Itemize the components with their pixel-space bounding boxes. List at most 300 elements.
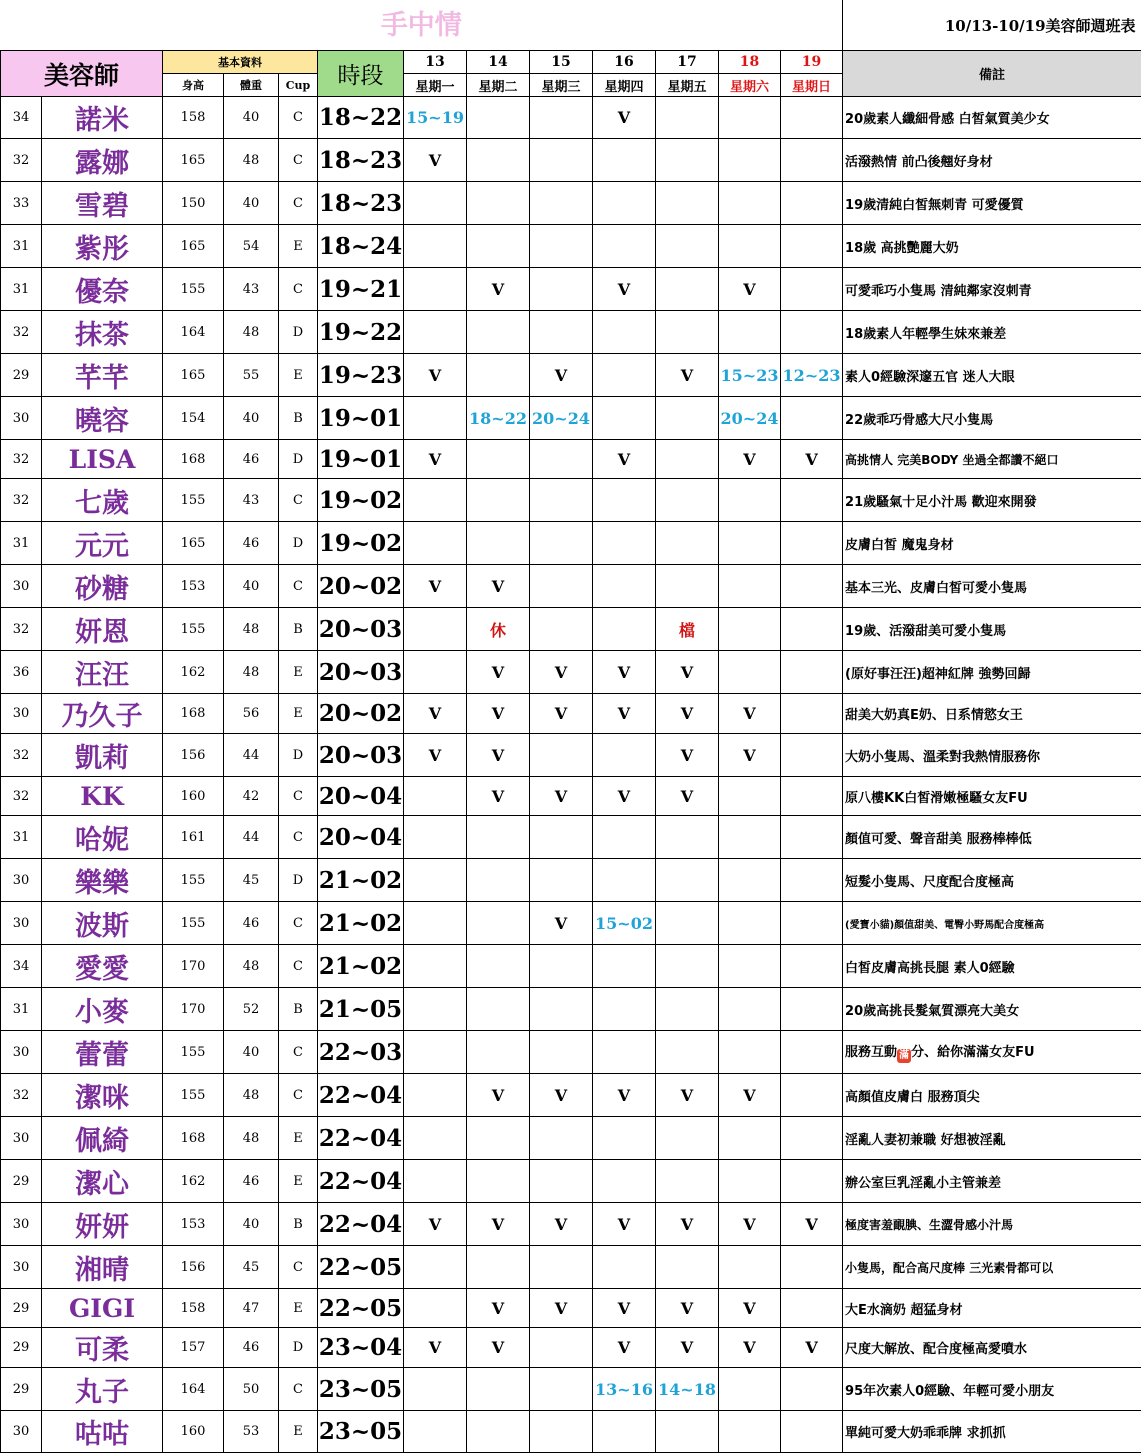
age-cell: 30 bbox=[1, 1246, 42, 1289]
table-row bbox=[1, 565, 1141, 608]
day-cell: V bbox=[719, 440, 781, 479]
height-cell: 170 bbox=[163, 945, 224, 988]
day-cell: V bbox=[404, 1328, 467, 1368]
height-cell: 155 bbox=[163, 608, 224, 651]
day-cell bbox=[404, 182, 467, 225]
weight-cell: 48 bbox=[224, 1117, 279, 1160]
day-cell bbox=[781, 651, 843, 694]
header-date: 17 bbox=[656, 51, 719, 74]
header-height: 身高 bbox=[163, 74, 224, 97]
day-cell bbox=[530, 1160, 593, 1203]
day-cell bbox=[530, 1117, 593, 1160]
height-cell: 155 bbox=[163, 1031, 224, 1074]
cup-cell: C bbox=[279, 816, 318, 859]
beautician-name: 曉容 bbox=[42, 397, 163, 440]
day-cell bbox=[656, 311, 719, 354]
day-cell bbox=[719, 651, 781, 694]
time-slot-cell: 22~04 bbox=[318, 1203, 404, 1246]
day-cell: V bbox=[467, 1074, 530, 1117]
time-slot-cell: 19~21 bbox=[318, 268, 404, 311]
height-cell: 157 bbox=[163, 1328, 224, 1368]
day-cell bbox=[467, 1368, 530, 1411]
height-cell: 161 bbox=[163, 816, 224, 859]
day-cell bbox=[404, 1117, 467, 1160]
header-day: 星期一 bbox=[404, 74, 467, 97]
age-cell: 30 bbox=[1, 565, 42, 608]
table-row bbox=[1, 816, 1141, 859]
beautician-name: KK bbox=[42, 777, 163, 816]
day-cell: V bbox=[467, 268, 530, 311]
day-cell: V bbox=[593, 1289, 656, 1328]
age-cell: 30 bbox=[1, 1411, 42, 1453]
day-cell bbox=[719, 945, 781, 988]
cup-cell: D bbox=[279, 734, 318, 777]
day-cell bbox=[404, 225, 467, 268]
day-cell: V bbox=[656, 354, 719, 397]
day-cell bbox=[781, 608, 843, 651]
age-cell: 33 bbox=[1, 182, 42, 225]
cup-cell: C bbox=[279, 182, 318, 225]
header-date: 18 bbox=[719, 51, 781, 74]
day-cell: V bbox=[593, 1328, 656, 1368]
cup-cell: C bbox=[279, 1031, 318, 1074]
table-row bbox=[1, 1160, 1141, 1203]
day-cell bbox=[656, 1411, 719, 1453]
cup-cell: E bbox=[279, 1160, 318, 1203]
day-cell bbox=[719, 777, 781, 816]
day-cell: V bbox=[530, 902, 593, 945]
note-cell: 甜美大奶真E奶、日系情慾女王 bbox=[843, 694, 1141, 734]
age-cell: 30 bbox=[1, 1203, 42, 1246]
table-row bbox=[1, 734, 1141, 777]
day-cell bbox=[781, 268, 843, 311]
day-cell bbox=[404, 397, 467, 440]
time-slot-cell: 23~05 bbox=[318, 1368, 404, 1411]
note-cell: 短髮小隻馬、尺度配合度極高 bbox=[843, 859, 1141, 902]
weight-cell: 45 bbox=[224, 1246, 279, 1289]
day-cell bbox=[530, 268, 593, 311]
day-cell bbox=[593, 565, 656, 608]
note-cell: 可愛乖巧小隻馬 清純鄰家沒刺青 bbox=[843, 268, 1141, 311]
height-cell: 156 bbox=[163, 1246, 224, 1289]
beautician-name: 小麥 bbox=[42, 988, 163, 1031]
beautician-name: 妍恩 bbox=[42, 608, 163, 651]
table-row bbox=[1, 97, 1141, 139]
day-cell: V bbox=[467, 1328, 530, 1368]
day-cell bbox=[719, 1031, 781, 1074]
cup-cell: E bbox=[279, 1117, 318, 1160]
height-cell: 165 bbox=[163, 139, 224, 182]
day-cell: V bbox=[781, 1328, 843, 1368]
time-slot-cell: 18~24 bbox=[318, 225, 404, 268]
height-cell: 153 bbox=[163, 565, 224, 608]
day-cell: V bbox=[719, 1328, 781, 1368]
day-cell: V bbox=[656, 1203, 719, 1246]
weight-cell: 52 bbox=[224, 988, 279, 1031]
header-date: 19 bbox=[781, 51, 843, 74]
day-cell bbox=[781, 1117, 843, 1160]
day-cell bbox=[593, 1246, 656, 1289]
height-cell: 156 bbox=[163, 734, 224, 777]
time-slot-cell: 22~03 bbox=[318, 1031, 404, 1074]
day-cell: V bbox=[467, 1289, 530, 1328]
day-cell: V bbox=[719, 268, 781, 311]
header-date: 16 bbox=[593, 51, 656, 74]
time-slot-cell: 20~03 bbox=[318, 734, 404, 777]
header-time-slot: 時段 bbox=[318, 51, 404, 97]
table-row bbox=[1, 902, 1141, 945]
table-row bbox=[1, 354, 1141, 397]
note-cell: 20歲素人纖細骨感 白皙氣質美少女 bbox=[843, 97, 1141, 139]
weight-cell: 46 bbox=[224, 1328, 279, 1368]
day-cell bbox=[656, 139, 719, 182]
day-cell: V bbox=[719, 734, 781, 777]
day-cell: 14~18 bbox=[656, 1368, 719, 1411]
day-cell bbox=[781, 311, 843, 354]
day-cell bbox=[467, 97, 530, 139]
day-cell bbox=[656, 859, 719, 902]
beautician-name: 湘晴 bbox=[42, 1246, 163, 1289]
height-cell: 170 bbox=[163, 988, 224, 1031]
cup-cell: C bbox=[279, 97, 318, 139]
weight-cell: 46 bbox=[224, 1160, 279, 1203]
time-slot-cell: 23~04 bbox=[318, 1328, 404, 1368]
age-cell: 32 bbox=[1, 1074, 42, 1117]
day-cell: V bbox=[530, 354, 593, 397]
cup-cell: B bbox=[279, 608, 318, 651]
day-cell bbox=[530, 440, 593, 479]
beautician-name: 乃久子 bbox=[42, 694, 163, 734]
height-cell: 162 bbox=[163, 651, 224, 694]
day-cell: 15~02 bbox=[593, 902, 656, 945]
day-cell bbox=[467, 522, 530, 565]
time-slot-cell: 19~02 bbox=[318, 479, 404, 522]
day-cell bbox=[593, 225, 656, 268]
table-row bbox=[1, 139, 1141, 182]
day-cell: V bbox=[656, 651, 719, 694]
table-row bbox=[1, 694, 1141, 734]
cup-cell: E bbox=[279, 354, 318, 397]
age-cell: 30 bbox=[1, 1031, 42, 1074]
height-cell: 155 bbox=[163, 479, 224, 522]
age-cell: 32 bbox=[1, 479, 42, 522]
day-cell: V bbox=[656, 1289, 719, 1328]
sheet-title: 手中情 bbox=[1, 0, 843, 51]
day-cell bbox=[530, 139, 593, 182]
note-cell: 22歲乖巧骨感大尺小隻馬 bbox=[843, 397, 1141, 440]
day-cell bbox=[593, 859, 656, 902]
day-cell bbox=[656, 268, 719, 311]
week-title: 10/13-10/19美容師週班表 bbox=[843, 0, 1141, 51]
day-cell bbox=[656, 225, 719, 268]
header-weight: 體重 bbox=[224, 74, 279, 97]
note-cell: 95年次素人0經驗、年輕可愛小朋友 bbox=[843, 1368, 1141, 1411]
day-cell bbox=[467, 440, 530, 479]
beautician-name: 波斯 bbox=[42, 902, 163, 945]
weight-cell: 46 bbox=[224, 522, 279, 565]
cup-cell: E bbox=[279, 225, 318, 268]
day-cell bbox=[781, 522, 843, 565]
time-slot-cell: 20~02 bbox=[318, 694, 404, 734]
day-cell bbox=[530, 945, 593, 988]
time-slot-cell: 21~05 bbox=[318, 988, 404, 1031]
day-cell bbox=[404, 1289, 467, 1328]
table-row bbox=[1, 1289, 1141, 1328]
time-slot-cell: 21~02 bbox=[318, 945, 404, 988]
day-cell bbox=[530, 225, 593, 268]
beautician-name: 樂樂 bbox=[42, 859, 163, 902]
day-cell: V bbox=[404, 354, 467, 397]
time-slot-cell: 18~22 bbox=[318, 97, 404, 139]
day-cell bbox=[719, 479, 781, 522]
day-cell bbox=[781, 777, 843, 816]
day-cell bbox=[467, 354, 530, 397]
header-day: 星期四 bbox=[593, 74, 656, 97]
note-cell: 單純可愛大奶乖乖牌 求抓抓 bbox=[843, 1411, 1141, 1453]
day-cell bbox=[781, 139, 843, 182]
cup-cell: C bbox=[279, 479, 318, 522]
age-cell: 31 bbox=[1, 816, 42, 859]
time-slot-cell: 19~23 bbox=[318, 354, 404, 397]
age-cell: 32 bbox=[1, 777, 42, 816]
table-row bbox=[1, 522, 1141, 565]
day-cell bbox=[530, 1328, 593, 1368]
day-cell: V bbox=[467, 694, 530, 734]
age-cell: 30 bbox=[1, 397, 42, 440]
day-cell bbox=[719, 225, 781, 268]
note-cell: (原好事汪汪)超神紅牌 強勢回歸 bbox=[843, 651, 1141, 694]
time-slot-cell: 18~23 bbox=[318, 182, 404, 225]
day-cell: V bbox=[593, 651, 656, 694]
day-cell bbox=[593, 945, 656, 988]
day-cell bbox=[404, 902, 467, 945]
note-text: 分、給你滿滿女友FU bbox=[911, 1045, 1034, 1060]
cup-cell: D bbox=[279, 522, 318, 565]
day-cell: 18~22 bbox=[467, 397, 530, 440]
note-cell: 素人0經驗深邃五官 迷人大眼 bbox=[843, 354, 1141, 397]
table-row bbox=[1, 479, 1141, 522]
day-cell: V bbox=[781, 440, 843, 479]
day-cell bbox=[719, 1368, 781, 1411]
height-cell: 155 bbox=[163, 268, 224, 311]
day-cell bbox=[781, 1411, 843, 1453]
day-cell bbox=[593, 816, 656, 859]
day-cell bbox=[719, 182, 781, 225]
day-cell bbox=[467, 1160, 530, 1203]
day-cell bbox=[404, 1368, 467, 1411]
beautician-name: 哈妮 bbox=[42, 816, 163, 859]
height-cell: 150 bbox=[163, 182, 224, 225]
day-cell bbox=[781, 1246, 843, 1289]
day-cell: V bbox=[530, 1203, 593, 1246]
cup-cell: C bbox=[279, 777, 318, 816]
weight-cell: 47 bbox=[224, 1289, 279, 1328]
day-cell bbox=[467, 225, 530, 268]
header-day: 星期三 bbox=[530, 74, 593, 97]
note-cell: 21歲騷氣十足小汁馬 歡迎來開發 bbox=[843, 479, 1141, 522]
note-cell: 尺度大解放、配合度極高愛噴水 bbox=[843, 1328, 1141, 1368]
day-cell bbox=[593, 139, 656, 182]
note-cell: 顏值可愛、聲音甜美 服務棒棒低 bbox=[843, 816, 1141, 859]
time-slot-cell: 22~04 bbox=[318, 1160, 404, 1203]
height-cell: 164 bbox=[163, 311, 224, 354]
table-row bbox=[1, 1031, 1141, 1074]
day-cell bbox=[530, 1411, 593, 1453]
table-row bbox=[1, 1328, 1141, 1368]
day-cell: V bbox=[467, 1203, 530, 1246]
day-cell: 13~16 bbox=[593, 1368, 656, 1411]
age-cell: 29 bbox=[1, 1160, 42, 1203]
weight-cell: 48 bbox=[224, 1074, 279, 1117]
cup-cell: C bbox=[279, 268, 318, 311]
weight-cell: 42 bbox=[224, 777, 279, 816]
height-cell: 158 bbox=[163, 1289, 224, 1328]
day-cell bbox=[404, 1160, 467, 1203]
day-cell bbox=[530, 608, 593, 651]
height-cell: 155 bbox=[163, 859, 224, 902]
day-cell bbox=[656, 1117, 719, 1160]
age-cell: 34 bbox=[1, 97, 42, 139]
day-cell: 12~23 bbox=[781, 354, 843, 397]
height-cell: 164 bbox=[163, 1368, 224, 1411]
weight-cell: 40 bbox=[224, 1031, 279, 1074]
day-cell bbox=[719, 565, 781, 608]
day-cell bbox=[530, 479, 593, 522]
day-cell bbox=[781, 1289, 843, 1328]
day-cell bbox=[719, 1160, 781, 1203]
time-slot-cell: 23~05 bbox=[318, 1411, 404, 1453]
height-cell: 160 bbox=[163, 1411, 224, 1453]
table-row bbox=[1, 182, 1141, 225]
time-slot-cell: 20~04 bbox=[318, 777, 404, 816]
day-cell bbox=[719, 1246, 781, 1289]
beautician-name: 佩綺 bbox=[42, 1117, 163, 1160]
day-cell: V bbox=[593, 97, 656, 139]
day-cell bbox=[656, 988, 719, 1031]
cup-cell: E bbox=[279, 694, 318, 734]
note-text: 服務互動 bbox=[845, 1045, 897, 1060]
note-cell: 20歲高挑長髮氣質漂亮大美女 bbox=[843, 988, 1141, 1031]
day-cell bbox=[530, 565, 593, 608]
header-day: 星期六 bbox=[719, 74, 781, 97]
day-cell: V bbox=[781, 1203, 843, 1246]
beautician-name: 砂糖 bbox=[42, 565, 163, 608]
day-cell bbox=[656, 522, 719, 565]
day-cell: 15~19 bbox=[404, 97, 467, 139]
day-cell bbox=[467, 988, 530, 1031]
day-cell bbox=[467, 816, 530, 859]
age-cell: 31 bbox=[1, 522, 42, 565]
weight-cell: 54 bbox=[224, 225, 279, 268]
age-cell: 31 bbox=[1, 225, 42, 268]
time-slot-cell: 21~02 bbox=[318, 859, 404, 902]
note-cell: 辦公室巨乳淫亂小主管兼差 bbox=[843, 1160, 1141, 1203]
table-row bbox=[1, 1368, 1141, 1411]
day-cell: V bbox=[656, 777, 719, 816]
day-cell: V bbox=[593, 268, 656, 311]
day-cell: V bbox=[404, 1203, 467, 1246]
weight-cell: 44 bbox=[224, 816, 279, 859]
cup-cell: B bbox=[279, 397, 318, 440]
age-cell: 29 bbox=[1, 1289, 42, 1328]
table-row bbox=[1, 397, 1141, 440]
note-cell: 大奶小隻馬、溫柔對我熱情服務你 bbox=[843, 734, 1141, 777]
day-cell bbox=[404, 479, 467, 522]
height-cell: 168 bbox=[163, 694, 224, 734]
day-cell: 20~24 bbox=[719, 397, 781, 440]
beautician-name: 元元 bbox=[42, 522, 163, 565]
table-row bbox=[1, 1074, 1141, 1117]
day-cell bbox=[781, 479, 843, 522]
cup-cell: E bbox=[279, 1289, 318, 1328]
weight-cell: 44 bbox=[224, 734, 279, 777]
header-day: 星期二 bbox=[467, 74, 530, 97]
table-row bbox=[1, 608, 1141, 651]
height-cell: 165 bbox=[163, 354, 224, 397]
height-cell: 160 bbox=[163, 777, 224, 816]
day-cell bbox=[593, 1160, 656, 1203]
day-cell bbox=[530, 734, 593, 777]
day-cell bbox=[593, 1411, 656, 1453]
day-cell: V bbox=[719, 694, 781, 734]
age-cell: 32 bbox=[1, 139, 42, 182]
day-cell bbox=[781, 816, 843, 859]
age-cell: 31 bbox=[1, 268, 42, 311]
day-cell: V bbox=[404, 440, 467, 479]
age-cell: 32 bbox=[1, 608, 42, 651]
height-cell: 154 bbox=[163, 397, 224, 440]
day-cell bbox=[719, 522, 781, 565]
cup-cell: C bbox=[279, 565, 318, 608]
day-cell bbox=[719, 988, 781, 1031]
age-cell: 29 bbox=[1, 354, 42, 397]
day-cell bbox=[530, 1368, 593, 1411]
day-cell bbox=[719, 311, 781, 354]
header-day: 星期日 bbox=[781, 74, 843, 97]
day-cell: V bbox=[593, 1074, 656, 1117]
beautician-name: 可柔 bbox=[42, 1328, 163, 1368]
height-cell: 162 bbox=[163, 1160, 224, 1203]
day-cell bbox=[404, 777, 467, 816]
beautician-name: 咕咕 bbox=[42, 1411, 163, 1453]
day-cell bbox=[656, 816, 719, 859]
time-slot-cell: 19~22 bbox=[318, 311, 404, 354]
day-cell bbox=[467, 1117, 530, 1160]
day-cell bbox=[530, 988, 593, 1031]
day-cell: 15~23 bbox=[719, 354, 781, 397]
age-cell: 29 bbox=[1, 1368, 42, 1411]
day-cell bbox=[781, 1368, 843, 1411]
day-cell bbox=[719, 859, 781, 902]
day-cell: V bbox=[530, 1289, 593, 1328]
header-date: 14 bbox=[467, 51, 530, 74]
table-row bbox=[1, 268, 1141, 311]
beautician-name: 優奈 bbox=[42, 268, 163, 311]
weight-cell: 48 bbox=[224, 608, 279, 651]
cup-cell: B bbox=[279, 1203, 318, 1246]
weight-cell: 43 bbox=[224, 479, 279, 522]
weight-cell: 55 bbox=[224, 354, 279, 397]
day-cell bbox=[781, 397, 843, 440]
day-cell bbox=[719, 902, 781, 945]
height-cell: 158 bbox=[163, 97, 224, 139]
height-cell: 168 bbox=[163, 440, 224, 479]
beautician-name: 愛愛 bbox=[42, 945, 163, 988]
day-cell bbox=[467, 1411, 530, 1453]
weight-cell: 48 bbox=[224, 311, 279, 354]
day-cell: V bbox=[404, 565, 467, 608]
day-cell bbox=[781, 225, 843, 268]
